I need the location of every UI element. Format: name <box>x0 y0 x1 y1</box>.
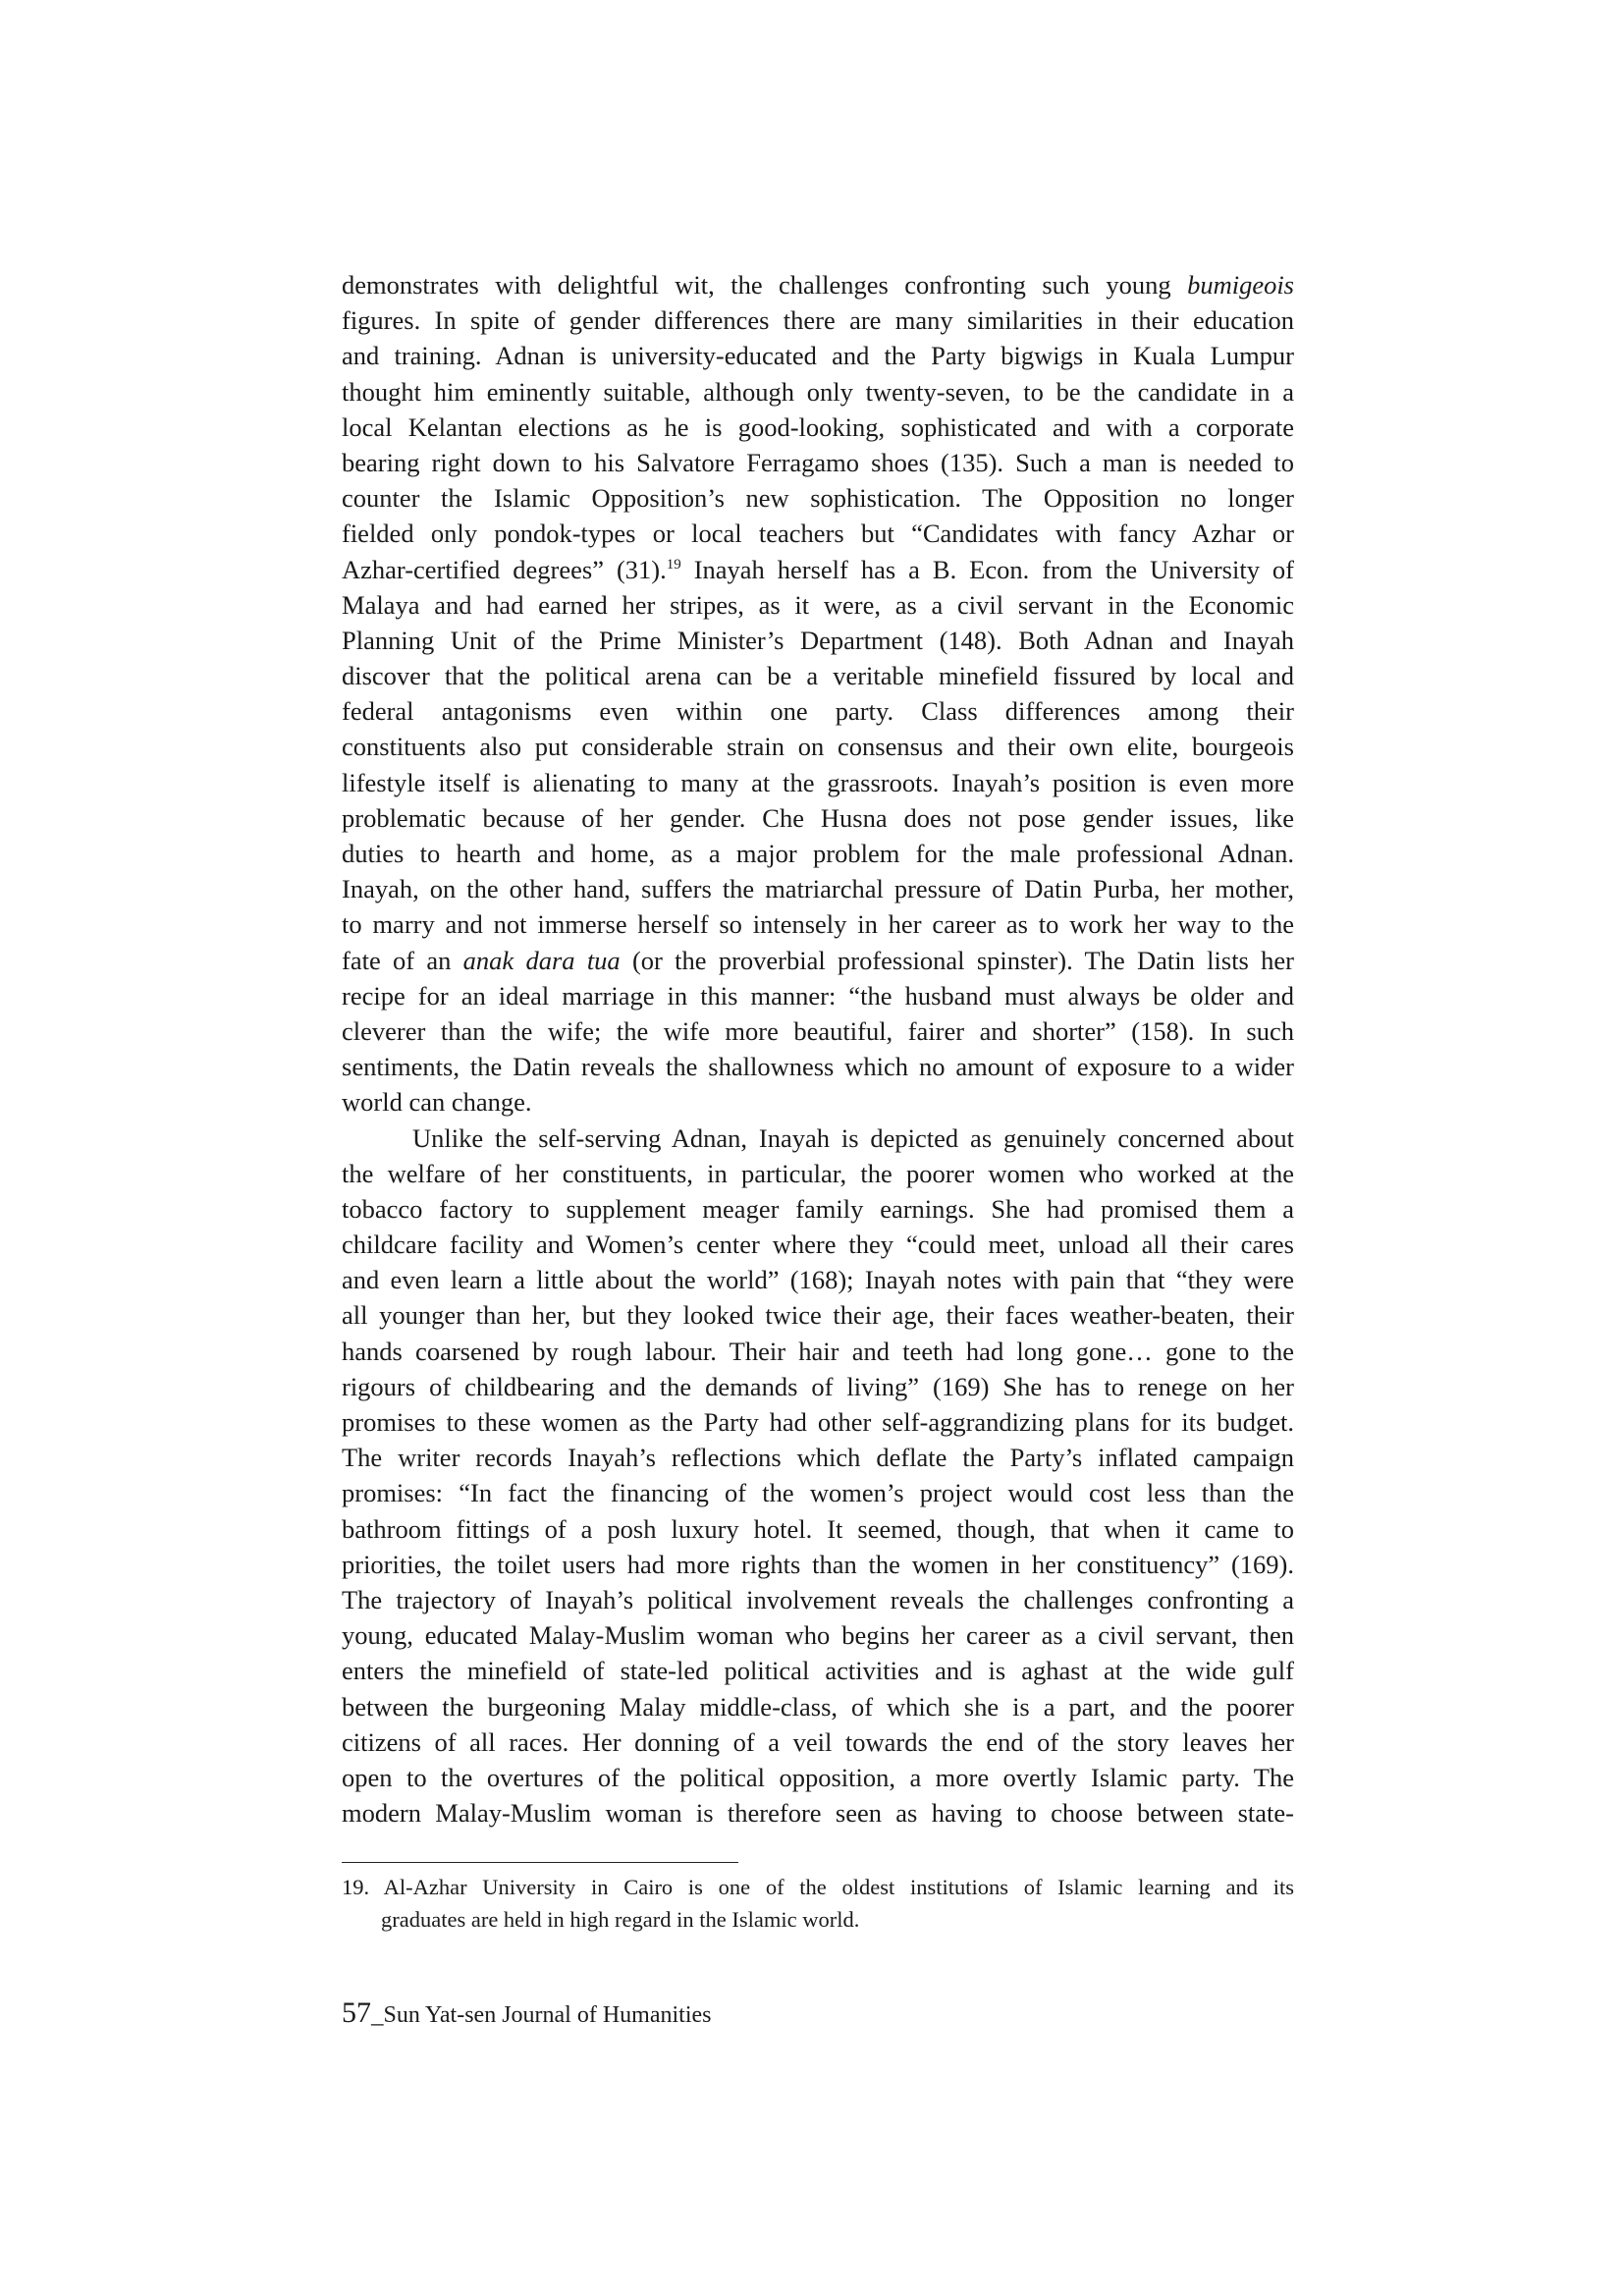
body-line <box>342 1547 1294 1582</box>
text-run: lifestyle itself is alienating to many at the grassroots. Inayah’s position is even more <box>342 767 1294 797</box>
body-line <box>342 1227 1294 1262</box>
text-run: recipe for an ideal marriage in this manner: “the husband must always be older and <box>342 980 1294 1011</box>
footnote-rule <box>342 1862 738 1863</box>
text-run: discover that the political arena can be a veritable minefield fissured by local and <box>342 661 1294 691</box>
body-line <box>342 552 1294 587</box>
body-line <box>342 1511 1294 1547</box>
body-line <box>342 410 1294 445</box>
body-line <box>342 765 1294 800</box>
text-run: modern Malay-Muslim woman is therefore seen as having to choose between state- <box>342 1798 1294 1829</box>
text-run: The writer records Inayah’s reflections which deflate the Party’s inflated campaign <box>342 1443 1294 1473</box>
text-run: childcare facility and Women’s center where they “could meet, unload all their cares <box>342 1230 1294 1260</box>
body-line <box>342 1049 1294 1084</box>
body-line <box>342 1121 1294 1156</box>
text-run: open to the overtures of the political opposition, a more overtly Islamic party. The <box>342 1762 1294 1792</box>
text-run: Planning Unit of the Prime Minister’s Department (148). Both Adnan and Inayah <box>342 625 1294 655</box>
body-line <box>342 1689 1294 1724</box>
text-run: priorities, the toilet users had more rights than the women in her constituency” (169). <box>342 1549 1294 1579</box>
text-run: local Kelantan elections as he is good-looking, sophisticated and with a corporate <box>342 411 1294 442</box>
body-line <box>342 516 1294 551</box>
body-line <box>342 1404 1294 1440</box>
text-run: Azhar-certified degrees” (31). <box>342 554 667 584</box>
footnote-line-1: 19. Al-Azhar University in Cairo is one of the oldest institutions of Islamic learning and its <box>342 1875 1294 1899</box>
body-line <box>342 445 1294 480</box>
folio-separator: _ <box>371 2001 384 2028</box>
text-run: hands coarsened by rough labour. Their hair and teeth had long gone… gone to the <box>342 1336 1294 1366</box>
text-run: young, educated Malay-Muslim woman who begins her career as a civil servant, then <box>342 1620 1294 1651</box>
body-line <box>342 480 1294 516</box>
footnote-marker: 19 <box>666 556 681 573</box>
text-run: between the burgeoning Malay middle-class, of which she is a part, and the poorer <box>342 1691 1294 1722</box>
text-run: bearing right down to his Salvatore Ferragamo shoes (135). Such a man is needed to <box>342 447 1294 477</box>
body-line <box>342 658 1294 693</box>
text-run: promises to these women as the Party had other self-aggrandizing plans for its budget. <box>342 1407 1294 1437</box>
body-line <box>342 978 1294 1013</box>
text-run: Inayah herself has a B. Econ. from the University of <box>680 554 1294 584</box>
body-line <box>342 1084 1294 1120</box>
body-line <box>342 729 1294 764</box>
text-run: all younger than her, but they looked twice their age, their faces weather-beaten, their <box>342 1300 1294 1331</box>
body-line <box>342 1475 1294 1510</box>
italic-term: bumigeois <box>1187 270 1294 300</box>
body-line <box>342 374 1294 410</box>
body-line <box>342 1369 1294 1404</box>
text-run: bathroom fittings of a posh luxury hotel. It seemed, though, that when it came to <box>342 1513 1294 1544</box>
body-line <box>342 1156 1294 1191</box>
text-run: figures. In spite of gender differences there are many similarities in their education <box>342 305 1294 336</box>
body-line <box>342 1013 1294 1049</box>
body-line <box>342 1440 1294 1475</box>
body-line <box>342 623 1294 658</box>
text-run: thought him eminently suitable, although only twenty-seven, to be the candidate in a <box>342 376 1294 407</box>
page-footer <box>342 1997 711 2031</box>
body-line <box>342 1582 1294 1617</box>
text-run: rigours of childbearing and the demands of living” (169) She has to renege on her <box>342 1371 1294 1401</box>
text-run: tobacco factory to supplement meager family earnings. She had promised them a <box>342 1193 1294 1224</box>
body-text <box>342 267 1294 1831</box>
body-line <box>342 1334 1294 1369</box>
text-run: the welfare of her constituents, in particular, the poorer women who worked at the <box>342 1158 1294 1188</box>
text-run: problematic because of her gender. Che Husna does not pose gender issues, like <box>342 802 1294 833</box>
text-run: sentiments, the Datin reveals the shallowness which no amount of exposure to a wider <box>342 1052 1294 1082</box>
text-run: fate of an <box>342 945 463 975</box>
text-run: Malaya and had earned her stripes, as it were, as a civil servant in the Economic <box>342 589 1294 620</box>
text-run: constituents also put considerable strain on consensus and their own elite, bourgeois <box>342 732 1294 762</box>
text-run: fielded only pondok-types or local teachers but “Candidates with fancy Azhar or <box>342 519 1294 549</box>
text-run: world can change. <box>342 1087 532 1118</box>
footnote <box>342 1871 1294 1936</box>
body-line <box>342 1724 1294 1760</box>
text-run: Unlike the self-serving Adnan, Inayah is depicted as genuinely concerned about <box>412 1122 1294 1153</box>
text-run: to marry and not immerse herself so intensely in her career as to work her way to the <box>342 909 1294 940</box>
body-line <box>342 1617 1294 1653</box>
body-line <box>342 1795 1294 1831</box>
journal-title: Sun Yat-sen Journal of Humanities <box>383 2002 712 2028</box>
body-line <box>342 267 1294 302</box>
text-run: citizens of all races. Her donning of a veil towards the end of the story leaves her <box>342 1726 1294 1757</box>
body-line <box>342 302 1294 338</box>
text-run: (or the proverbial professional spinster). The Datin lists her <box>620 945 1294 975</box>
body-line <box>342 1653 1294 1688</box>
body-line <box>342 1760 1294 1795</box>
text-run: promises: “In fact the financing of the women’s project would cost less than the <box>342 1478 1294 1508</box>
body-line <box>342 693 1294 729</box>
body-line <box>342 587 1294 623</box>
text-run: federal antagonisms even within one party. Class differences among their <box>342 696 1294 727</box>
text-run: enters the minefield of state-led political activities and is aghast at the wide gulf <box>342 1656 1294 1686</box>
body-line <box>342 871 1294 906</box>
text-run: Inayah, on the other hand, suffers the matriarchal pressure of Datin Purba, her mother, <box>342 874 1294 904</box>
body-line <box>342 943 1294 978</box>
text-run: and even learn a little about the world” (168); Inayah notes with pain that “they were <box>342 1265 1294 1295</box>
text-run: and training. Adnan is university-educated and the Party bigwigs in Kuala Lumpur <box>342 341 1294 371</box>
page-number: 57 <box>342 1996 371 2029</box>
body-line <box>342 1191 1294 1227</box>
body-line <box>342 338 1294 373</box>
body-line <box>342 1262 1294 1297</box>
text-run: The trajectory of Inayah’s political involvement reveals the challenges confronting a <box>342 1584 1294 1614</box>
footnote-line-2: graduates are held in high regard in the Islamic world. <box>381 1907 860 1932</box>
body-line <box>342 800 1294 836</box>
text-run: duties to hearth and home, as a major problem for the male professional Adnan. <box>342 839 1294 868</box>
body-line <box>342 906 1294 942</box>
body-line <box>342 1297 1294 1333</box>
text-run: demonstrates with delightful wit, the challenges confronting such young <box>342 270 1188 300</box>
text-run: counter the Islamic Opposition’s new sophistication. The Opposition no longer <box>342 483 1294 514</box>
text-run: cleverer than the wife; the wife more beautiful, fairer and shorter” (158). In such <box>342 1015 1294 1046</box>
italic-term: anak dara tua <box>462 945 621 975</box>
body-line <box>342 836 1294 871</box>
